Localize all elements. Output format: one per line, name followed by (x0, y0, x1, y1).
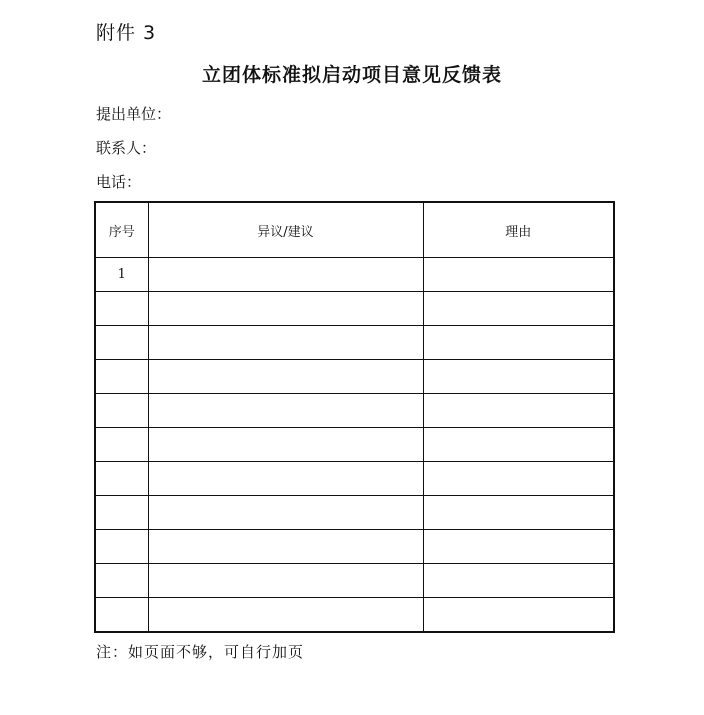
submitting-unit-label: 提出单位： (96, 105, 172, 123)
feedback-table (94, 201, 615, 633)
table-row (95, 292, 614, 326)
header-seq-number: 序号 (95, 202, 148, 258)
cell-reason (423, 496, 614, 530)
table-row (95, 360, 614, 394)
cell-seq: 1 (95, 258, 148, 292)
table-row (95, 530, 614, 564)
cell-objection (148, 394, 423, 428)
header-objection-suggestion: 异议/建议 (148, 202, 423, 258)
header-reason: 理由 (423, 202, 614, 258)
cell-objection (148, 598, 423, 633)
cell-seq (95, 530, 148, 564)
cell-reason (423, 292, 614, 326)
cell-objection (148, 258, 423, 292)
cell-seq (95, 326, 148, 360)
cell-reason (423, 598, 614, 633)
cell-reason (423, 326, 614, 360)
cell-seq (95, 394, 148, 428)
cell-seq (95, 360, 148, 394)
table-row (95, 598, 614, 633)
attachment-label: 附件 3 (96, 22, 157, 44)
cell-seq (95, 564, 148, 598)
cell-reason (423, 258, 614, 292)
cell-reason (423, 360, 614, 394)
cell-objection (148, 292, 423, 326)
cell-seq (95, 462, 148, 496)
cell-objection (148, 496, 423, 530)
cell-seq (95, 496, 148, 530)
cell-reason (423, 462, 614, 496)
contact-person-label: 联系人： (96, 139, 157, 157)
table-row (95, 394, 614, 428)
cell-seq (95, 598, 148, 633)
cell-objection (148, 326, 423, 360)
table-header-row (95, 202, 614, 258)
cell-objection (148, 462, 423, 496)
cell-reason (423, 428, 614, 462)
footnote: 注：如页面不够，可自行加页 (96, 643, 305, 661)
phone-label: 电话： (96, 173, 142, 191)
table-row (95, 564, 614, 598)
cell-objection (148, 428, 423, 462)
table-row (95, 462, 614, 496)
table-row (95, 428, 614, 462)
cell-seq (95, 292, 148, 326)
document-title: 立团体标准拟启动项目意见反馈表 (201, 64, 502, 86)
table-row (95, 258, 614, 292)
table-row (95, 326, 614, 360)
cell-objection (148, 530, 423, 564)
cell-reason (423, 530, 614, 564)
cell-seq (95, 428, 148, 462)
cell-reason (423, 564, 614, 598)
table-row (95, 496, 614, 530)
cell-reason (423, 394, 614, 428)
cell-objection (148, 360, 423, 394)
cell-objection (148, 564, 423, 598)
